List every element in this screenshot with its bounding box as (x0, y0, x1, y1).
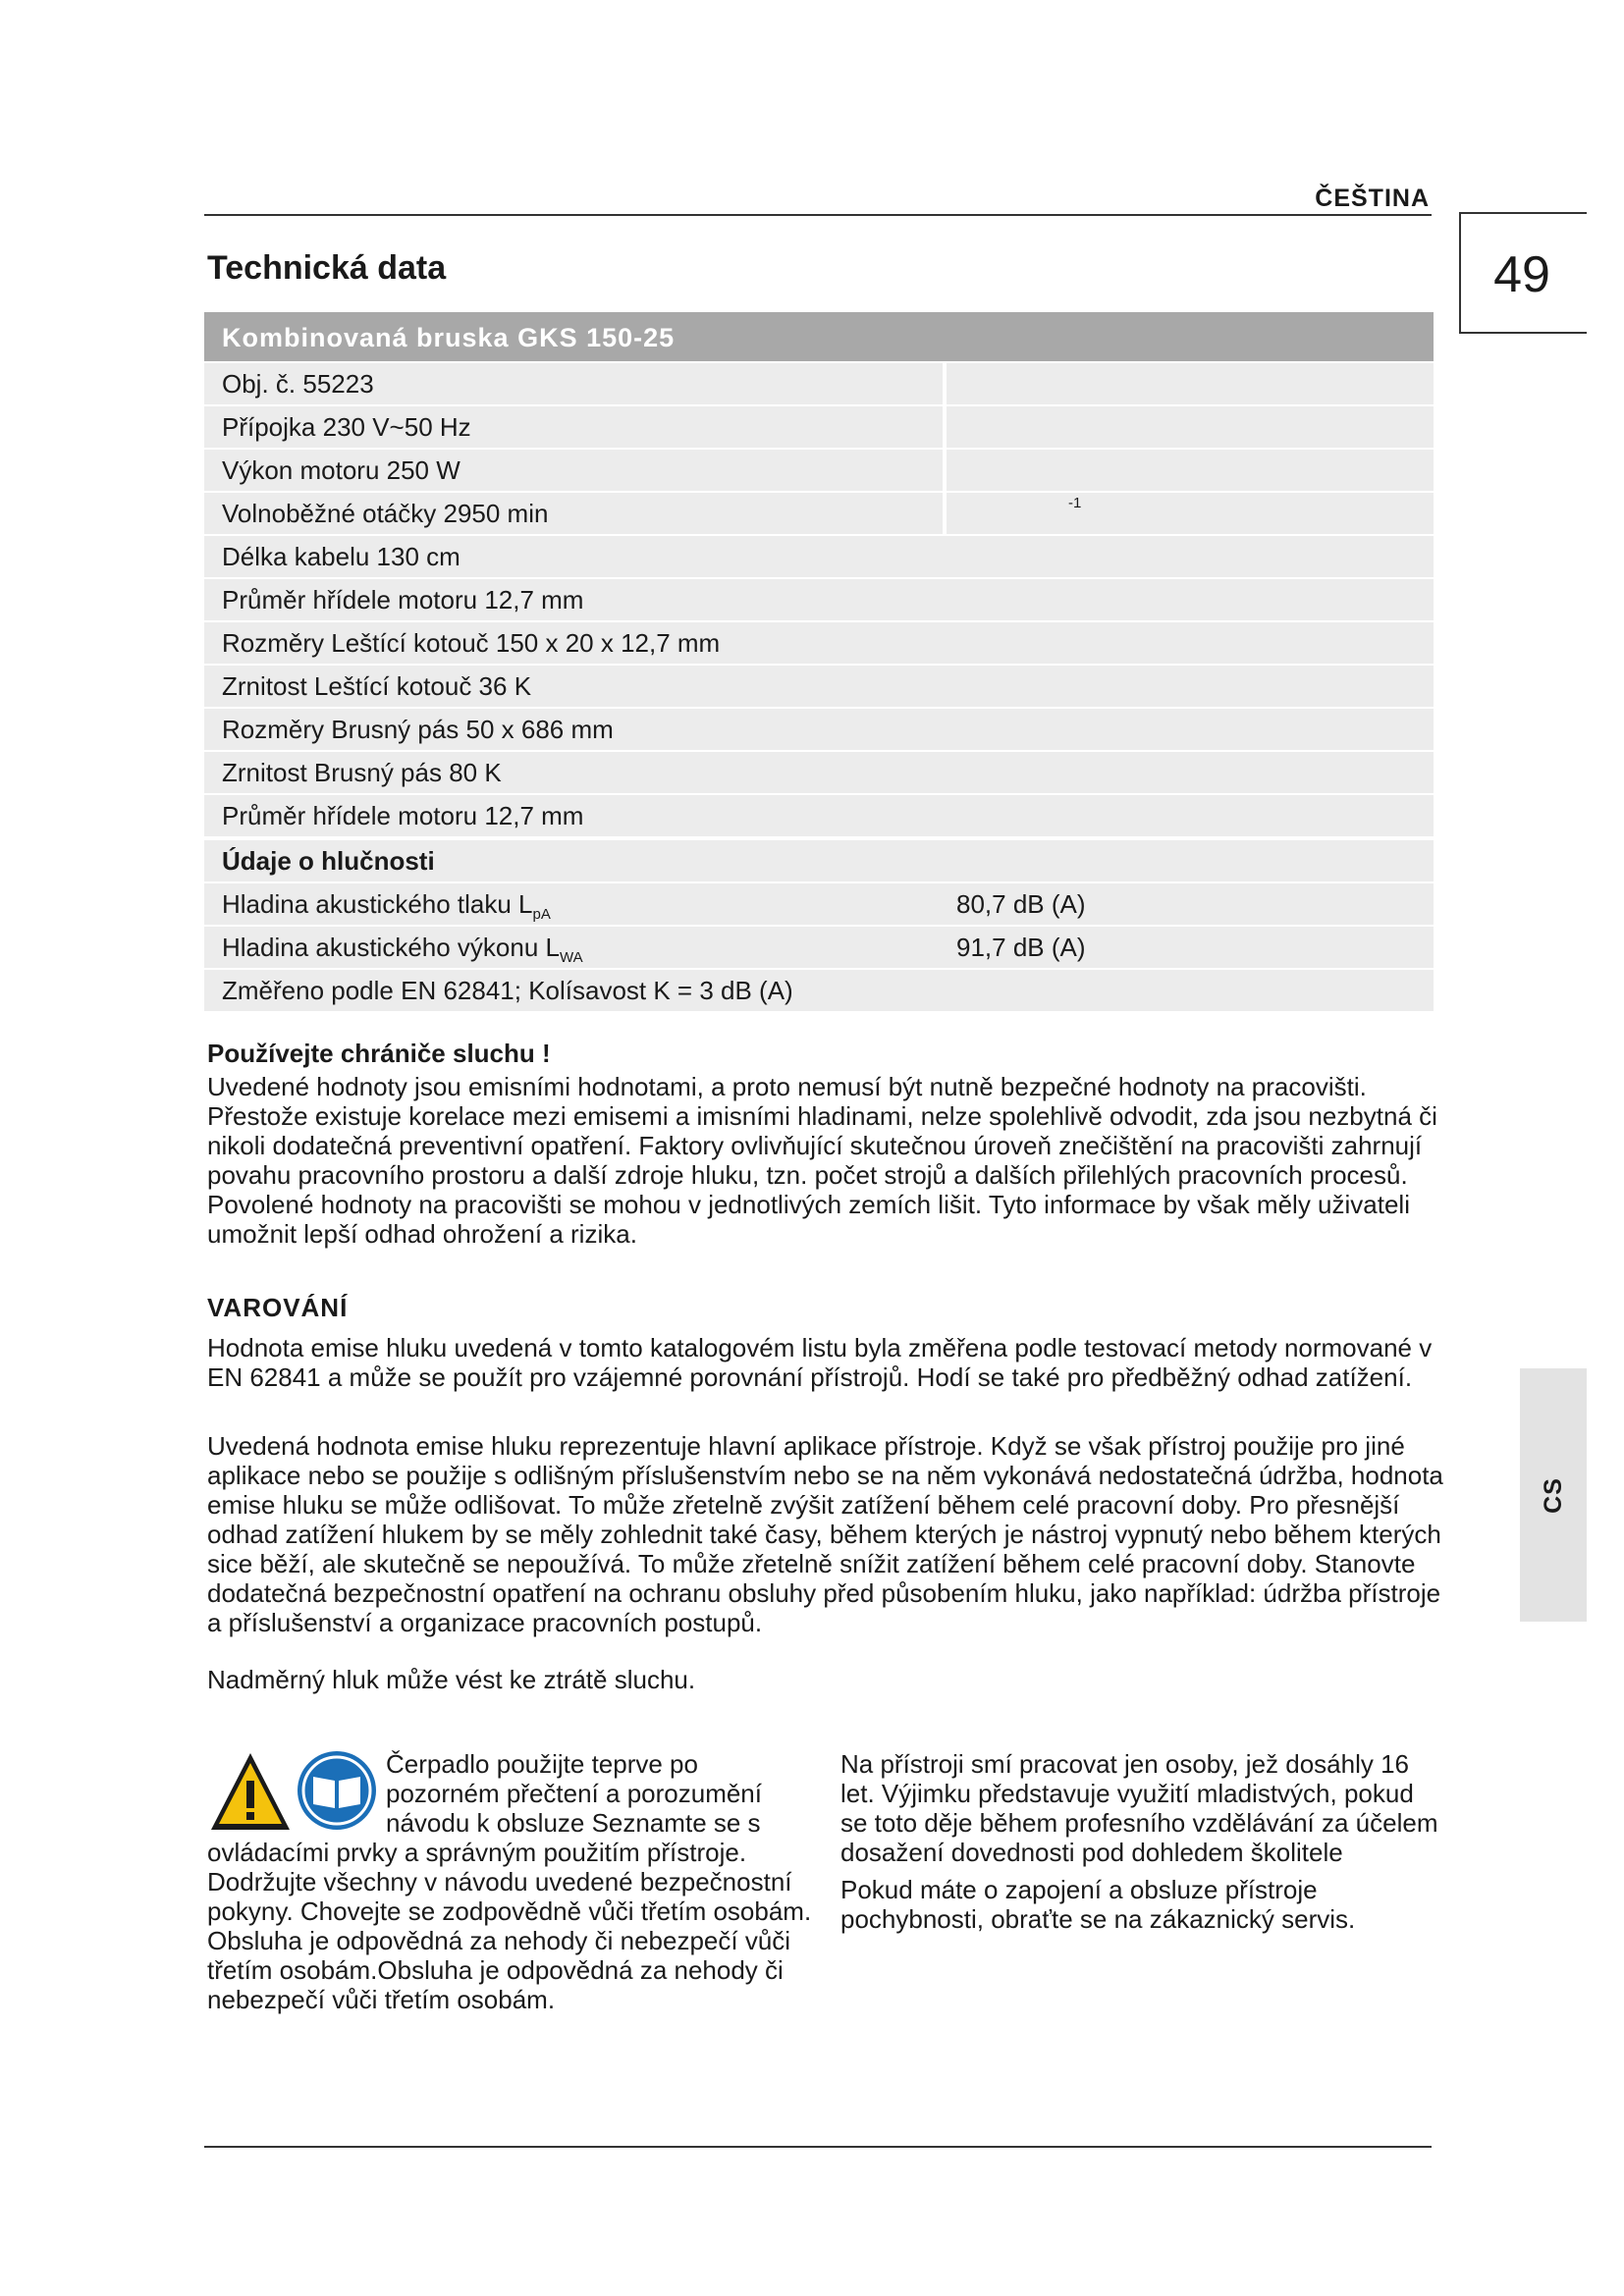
table-row (204, 795, 1434, 836)
manual-notice-text: ovládacími prvky a správným použitím přístroje. Dodržujte všechny v návodu uvedené bezpečnostní pokyny. Chovejte se zodpovědně vůči třetím osobám. Obsluha je odpovědná za nehody či nebezpečí vůči třetím osobám.Obsluha je odpovědná za nehody či nebezpečí vůči třetím osobám. (207, 1838, 812, 2014)
table-row (204, 927, 1434, 968)
page-number: 49 (1493, 246, 1550, 303)
spec-cell: Výkon motoru 250 W (204, 450, 943, 491)
table-row (204, 579, 1434, 620)
table-row (204, 709, 1434, 750)
table-row (204, 840, 1434, 881)
noise-value: 80,7 dB (A) (956, 889, 1086, 919)
superscript: -1 (1068, 495, 1082, 511)
table-row (204, 363, 1434, 404)
spec-value-cell (947, 406, 1434, 448)
noise-label: Hladina akustického výkonu L (222, 933, 560, 962)
noise-cell (204, 927, 1434, 968)
safety-icons (207, 1747, 380, 1836)
spec-cell: Zrnitost Brusný pás 80 K (204, 752, 1434, 793)
noise-subscript: pA (532, 906, 551, 923)
measured-note: Změřeno podle EN 62841; Kolísavost K = 3 dB (A) (204, 970, 1434, 1011)
table-row (204, 883, 1434, 925)
table-row (204, 406, 1434, 448)
noise-heading: Údaje o hlučnosti (204, 840, 1434, 881)
spec-table-heading: Kombinovaná bruska GKS 150-25 (204, 312, 1434, 361)
language-side-tab (1520, 1368, 1587, 1622)
footer-divider (204, 2146, 1432, 2148)
page-title: Technická data (207, 249, 447, 287)
spec-cell: Obj. č. 55223 (204, 363, 943, 404)
noise-label-wrap (222, 883, 956, 925)
spec-value-cell (947, 450, 1434, 491)
spec-value-cell (947, 493, 1434, 534)
warning-triangle-icon (211, 1753, 290, 1830)
table-row (204, 752, 1434, 793)
warning-paragraph: Nadměrný hluk může vést ke ztrátě sluchu. (207, 1665, 696, 1694)
table-row (204, 536, 1434, 577)
language-label: ČEŠTINA (1315, 185, 1430, 212)
table-row (204, 450, 1434, 491)
spec-cell: Průměr hřídele motoru 12,7 mm (204, 579, 1434, 620)
spec-cell: Volnoběžné otáčky 2950 min (204, 493, 943, 534)
hearing-protection-heading: Používejte chrániče sluchu ! (207, 1039, 551, 1068)
noise-cell (204, 883, 1434, 925)
noise-value: 91,7 dB (A) (956, 933, 1086, 962)
table-row (204, 493, 1434, 534)
noise-label-wrap (222, 927, 956, 968)
warning-heading: VAROVÁNÍ (207, 1293, 349, 1322)
spec-value-cell (947, 363, 1434, 404)
header-divider (204, 214, 1432, 216)
noise-subscript: WA (559, 949, 583, 966)
spec-cell: Zrnitost Leštící kotouč 36 K (204, 666, 1434, 707)
warning-paragraph: Hodnota emise hluku uvedená v tomto katalogovém listu byla změřena podle testovací metody normované v EN 62841 a může se použít pro vzájemné porovnání přístrojů. Hodí se také pro předběžný odhad zatížení. (207, 1333, 1433, 1392)
age-restriction-text: Na přístroji smí pracovat jen osoby, jež dosáhly 16 let. Výjimku představuje využití mladistvých, pokud se toto děje během profesního vzdělávání za účelem dosažení dovednosti pod dohledem školitele (840, 1749, 1438, 1867)
icon-group (207, 1747, 380, 1836)
spec-cell: Rozměry Brusný pás 50 x 686 mm (204, 709, 1434, 750)
noise-label: Hladina akustického tlaku L (222, 889, 533, 919)
hearing-protection-text: Uvedené hodnoty jsou emisními hodnotami, a proto nemusí být nutně bezpečné hodnoty na pracovišti. Přestože existuje korelace mezi emisemi a imisními hladinami, nelze spolehlivě odvodit, zda jsou nezbytná či nikoli dodatečná preventivní opatření. Faktory ovlivňující skutečnou úroveň znečištění na pracovišti zahrnují povahu pracovního prostoru a další zdroje hluku, tzn. počet strojů a dalších přilehlých pracovních procesů. Povolené hodnoty na pracovišti se mohou v jednotlivých zemích lišit. Tyto informace by však měly uživateli umožnit lepší odhad ohrožení a rizika. (207, 1072, 1437, 1249)
spec-cell: Délka kabelu 130 cm (204, 536, 1434, 577)
manual-notice-text: Čerpadlo použijte teprve po pozorném přečtení a porozumění návodu k obsluze Seznamte se s (386, 1749, 762, 1838)
spec-table (204, 312, 1434, 1011)
spec-cell: Průměr hřídele motoru 12,7 mm (204, 795, 1434, 836)
spec-cell: Přípojka 230 V~50 Hz (204, 406, 943, 448)
customer-service-text: Pokud máte o zapojení a obsluze přístroje pochybnosti, obraťte se na zákaznický servis. (840, 1875, 1356, 1934)
table-row (204, 666, 1434, 707)
side-tab-label: CS (1539, 1476, 1567, 1514)
read-manual-icon (298, 1751, 376, 1830)
table-row (204, 622, 1434, 664)
warning-paragraph: Uvedená hodnota emise hluku reprezentuje hlavní aplikace přístroje. Když se však přístroj použije pro jiné aplikace nebo se použije s odlišným příslušenstvím nebo se na něm vykonává nedostatečná údržba, hodnota emise hluku se může odlišovat. To může zřetelně zvýšit zatížení během celé pracovní doby. Pro přesnější odhad zatížení hlukem by se měly zohlednit také časy, během kterých je nástroj vypnutý nebo během kterých sice běží, ale skutečně se nepoužívá. To může zřetelně snížit zatížení během celé pracovní doby. Stanovte dodatečná bezpečnostní opatření na ochranu obsluhy před působením hluku, jako například: údržba přístroje a příslušenství a organizace pracovních postupů. (207, 1431, 1443, 1637)
spec-cell: Rozměry Leštící kotouč 150 x 20 x 12,7 mm (204, 622, 1434, 664)
table-row (204, 970, 1434, 1011)
